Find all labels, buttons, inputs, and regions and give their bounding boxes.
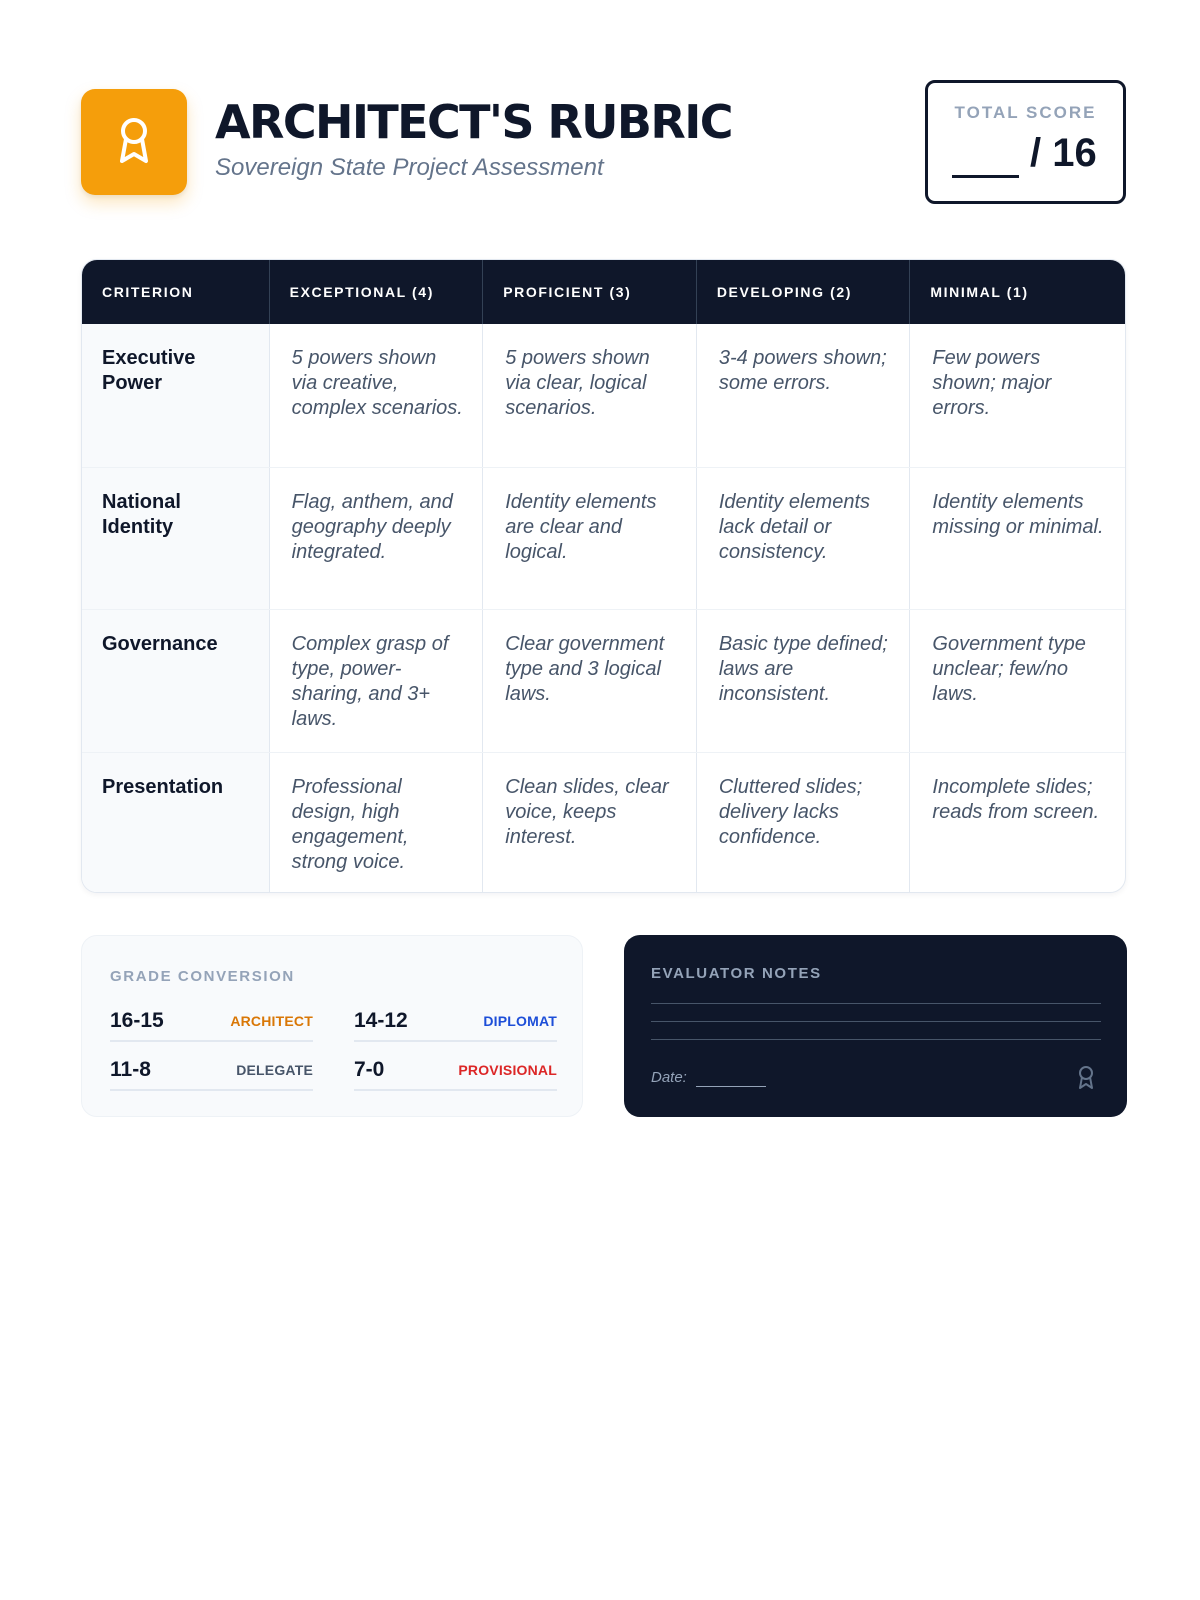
level-cell: Clean slides, clear voice, keeps interest. — [483, 753, 697, 894]
date-field[interactable] — [696, 1086, 766, 1087]
grade-item — [354, 1051, 557, 1091]
table-row — [82, 609, 1125, 752]
criterion-cell: Presentation — [82, 753, 270, 894]
criterion-cell: Governance — [82, 610, 270, 752]
criterion-cell: National Identity — [82, 468, 270, 610]
date-label: Date: — [651, 1069, 687, 1086]
title-block — [215, 94, 732, 182]
grade-conversion-label: GRADE CONVERSION — [110, 968, 295, 985]
evaluator-notes-panel — [624, 935, 1127, 1117]
grade-conversion-panel — [81, 935, 583, 1117]
total-score-label: TOTAL SCORE — [954, 103, 1097, 122]
level-cell: Identity elements are clear and logical. — [483, 468, 697, 610]
note-line[interactable] — [651, 1003, 1101, 1004]
page-title: ARCHITECT'S RUBRIC — [215, 95, 732, 149]
grade-item — [354, 1002, 557, 1042]
note-line[interactable] — [651, 1039, 1101, 1040]
level-cell: 3-4 powers shown; some errors. — [697, 324, 911, 467]
header-developing: DEVELOPING (2) — [697, 260, 911, 324]
criterion-cell: Executive Power — [82, 324, 270, 467]
level-cell: Government type unclear; few/no laws. — [932, 633, 1086, 705]
header-proficient: PROFICIENT (3) — [483, 260, 697, 324]
grade-name: DELEGATE — [236, 1062, 313, 1078]
grade-name: PROVISIONAL — [458, 1062, 557, 1078]
note-line[interactable] — [651, 1021, 1101, 1022]
table-row — [82, 467, 1125, 610]
level-cell: Professional design, high engagement, strong voice. — [270, 753, 484, 894]
table-row — [82, 324, 1125, 467]
grade-range: 11-8 — [110, 1058, 151, 1081]
score-blank-line[interactable] — [952, 175, 1019, 178]
level-cell: 5 powers shown via creative, complex scenarios. — [270, 324, 484, 467]
rubric-table — [81, 259, 1126, 893]
header-criterion: CRITERION — [82, 260, 270, 324]
grade-name: DIPLOMAT — [483, 1013, 557, 1029]
total-score-box — [925, 80, 1126, 204]
grade-range: 7-0 — [354, 1058, 385, 1081]
grade-item — [110, 1051, 313, 1091]
grade-range: 16-15 — [110, 1009, 164, 1032]
level-cell: Basic type defined; laws are inconsistent. — [697, 610, 911, 752]
logo-badge — [81, 89, 187, 195]
level-cell: Complex grasp of type, power-sharing, and 3+ laws. — [270, 610, 484, 752]
grade-name: ARCHITECT — [230, 1013, 313, 1029]
table-row — [82, 752, 1125, 894]
level-cell: Identity elements missing or minimal. — [932, 490, 1104, 538]
award-ribbon-icon — [1077, 1065, 1095, 1091]
header-exceptional: EXCEPTIONAL (4) — [270, 260, 484, 324]
table-header-row — [82, 260, 1125, 324]
page-header — [81, 80, 1126, 206]
header-minimal: MINIMAL (1) — [930, 284, 1029, 300]
page-subtitle: Sovereign State Project Assessment — [215, 154, 604, 181]
level-cell: Flag, anthem, and geography deeply integrated. — [270, 468, 484, 610]
grade-item — [110, 1002, 313, 1042]
score-max: / 16 — [1030, 131, 1097, 175]
level-cell: Few powers shown; major errors. — [932, 347, 1052, 419]
evaluator-notes-label: EVALUATOR NOTES — [651, 965, 822, 982]
grade-range: 14-12 — [354, 1009, 408, 1032]
level-cell: 5 powers shown via clear, logical scenarios. — [483, 324, 697, 467]
level-cell: Incomplete slides; reads from screen. — [932, 775, 1100, 823]
level-cell: Cluttered slides; delivery lacks confidence. — [697, 753, 911, 894]
award-ribbon-icon — [114, 116, 154, 168]
level-cell: Identity elements lack detail or consistency. — [697, 468, 911, 610]
level-cell: Clear government type and 3 logical laws. — [483, 610, 697, 752]
